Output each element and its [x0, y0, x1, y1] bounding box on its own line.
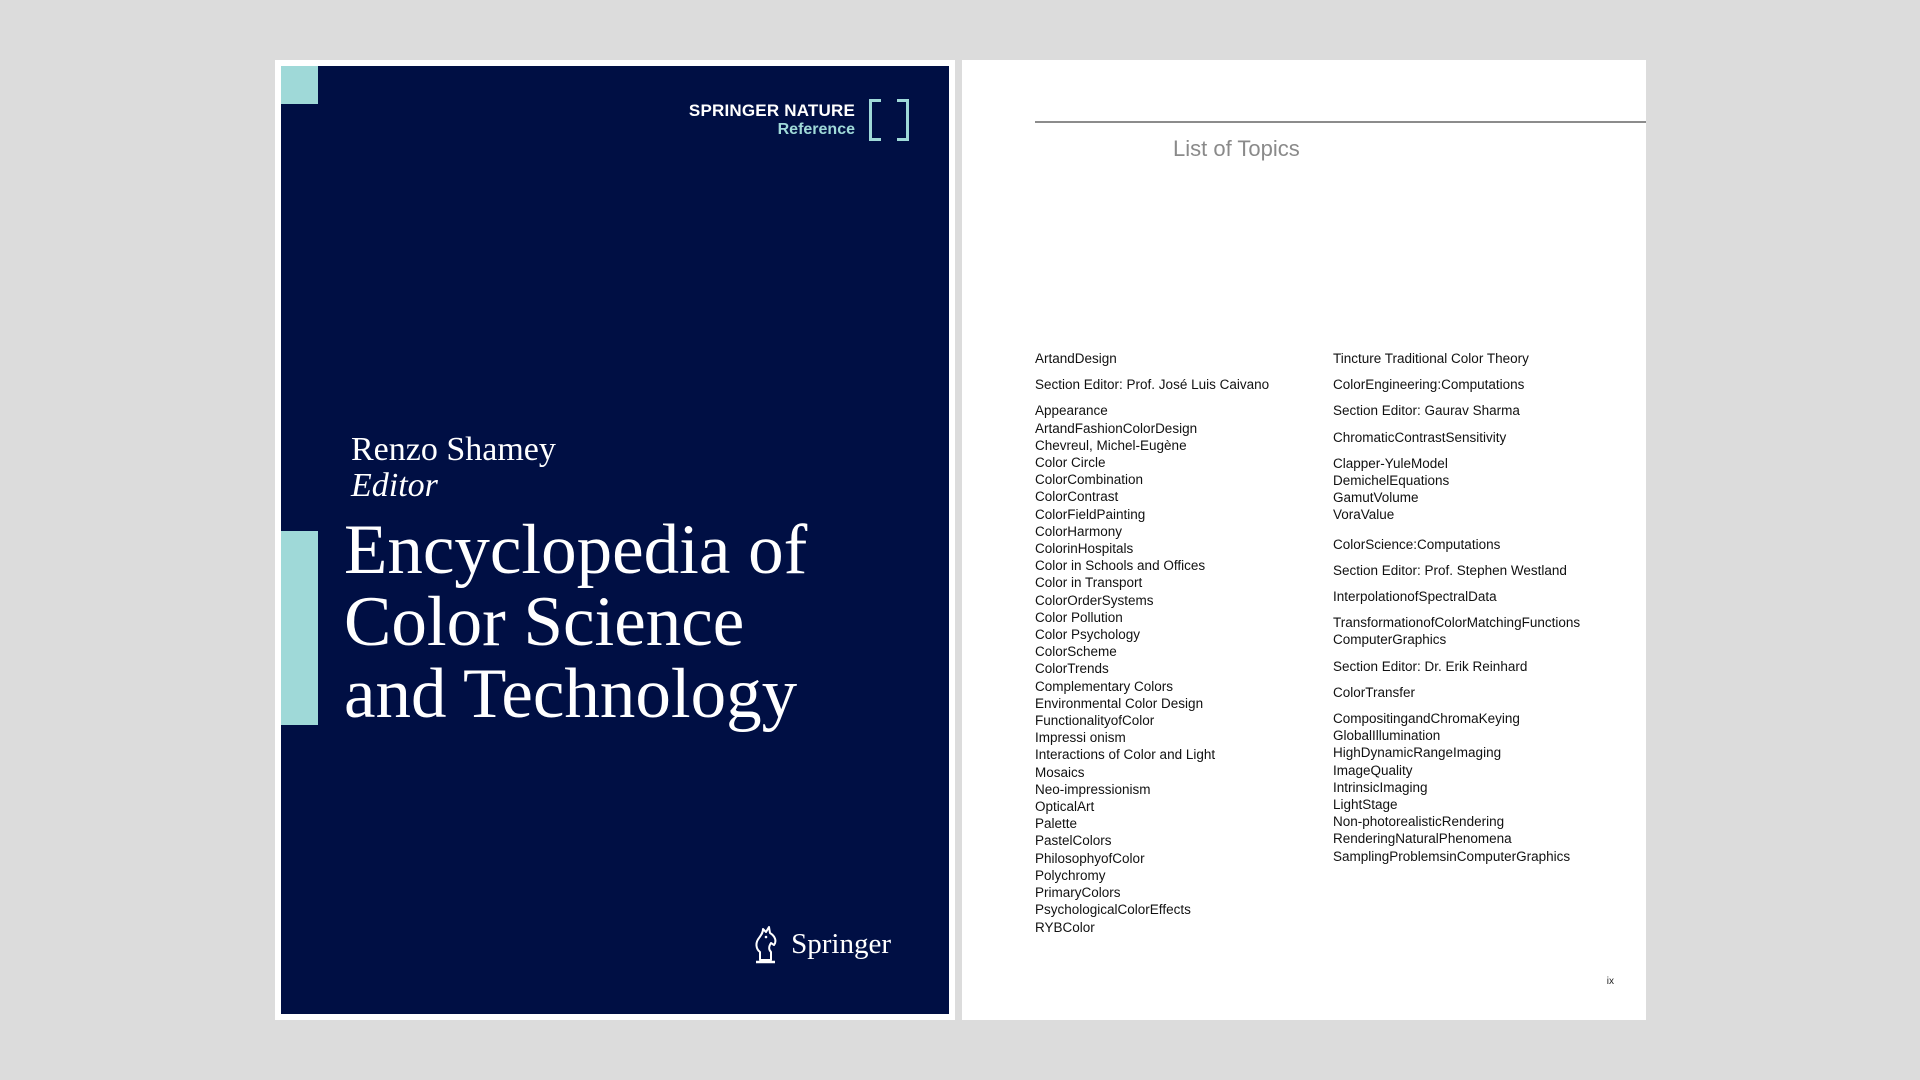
topic-item: Complementary Colors — [1035, 678, 1174, 694]
topic-list — [1333, 455, 1633, 524]
page-number: ix — [1606, 976, 1614, 987]
topic-item: InterpolationofSpectralData — [1333, 589, 1497, 605]
topic-item: Interactions of Color and Light — [1035, 747, 1216, 763]
topic-item: Color in Transport — [1035, 575, 1143, 591]
topic-item: Tincture Traditional Color Theory — [1333, 351, 1529, 366]
topic-item: DemichelEquations — [1333, 473, 1450, 489]
book-title — [344, 511, 934, 733]
topic-item: Color Circle — [1035, 455, 1106, 471]
topic-item: OpticalArt — [1035, 799, 1095, 815]
section-title: ComputerGraphics — [1333, 632, 1447, 648]
springer-nature-logo — [689, 99, 909, 141]
editor-role: Editor — [351, 467, 438, 504]
topic-item: ColorScheme — [1035, 644, 1117, 660]
topic-item: Color Pollution — [1035, 609, 1123, 625]
topic-item: RYBColor — [1035, 919, 1095, 935]
topic-item: HighDynamicRangeImaging — [1333, 745, 1502, 761]
topic-item: CompositingandChromaKeying — [1333, 711, 1520, 727]
page-heading: List of Topics — [1173, 136, 1300, 161]
cover-accent-top — [281, 66, 318, 104]
topic-item: Palette — [1035, 816, 1078, 832]
topic-item: ColorOrderSystems — [1035, 592, 1154, 608]
book-title-line: Encyclopedia of — [344, 511, 808, 589]
section-title: ColorScience:Computations — [1333, 536, 1501, 552]
topic-item: ImageQuality — [1333, 762, 1413, 778]
topic-item: ColorFieldPainting — [1035, 506, 1146, 522]
cover-accent-side — [281, 531, 318, 725]
topic-item: Chevreul, Michel-Eugène — [1035, 437, 1187, 453]
topic-item: TransformationofColorMatchingFunctions — [1333, 615, 1581, 631]
topic-item: ColorTrends — [1035, 661, 1109, 677]
topics-column-right — [1333, 350, 1633, 865]
section-title: ColorEngineering:Computations — [1333, 377, 1525, 393]
topic-item: IntrinsicImaging — [1333, 779, 1428, 795]
topic-item: ColorHarmony — [1035, 523, 1123, 539]
topic-item: Non-photorealisticRendering — [1333, 814, 1505, 830]
topic-item: Mosaics — [1035, 764, 1085, 780]
topics-column-left — [1035, 350, 1315, 936]
topic-item: RenderingNaturalPhenomena — [1333, 831, 1512, 847]
topic-item: Neo-impressionism — [1035, 781, 1151, 797]
topic-item: PrimaryColors — [1035, 885, 1121, 901]
topic-item: SamplingProblemsinComputerGraphics — [1333, 848, 1571, 864]
section-editor: Section Editor: Prof. José Luis Caivano — [1035, 377, 1270, 393]
topic-item: ColorTransfer — [1333, 684, 1416, 700]
topic-item: Appearance — [1035, 403, 1108, 419]
topic-item: PastelColors — [1035, 833, 1112, 849]
book-cover — [281, 66, 949, 1014]
list-of-topics-page — [962, 60, 1646, 1020]
topic-item: ChromaticContrastSensitivity — [1333, 429, 1507, 445]
topic-item: ColorCombination — [1035, 472, 1144, 488]
topic-item: GamutVolume — [1333, 490, 1419, 506]
springer-nature-bracket-icon — [869, 99, 909, 141]
topic-item: VoraValue — [1333, 507, 1395, 523]
topic-item: ArtandFashionColorDesign — [1035, 420, 1198, 436]
springer-imprint-logo — [751, 924, 891, 964]
section-title: ArtandDesign — [1035, 351, 1117, 366]
topic-item: LightStage — [1333, 797, 1398, 813]
topic-item: ColorContrast — [1035, 489, 1119, 505]
section-editor: Section Editor: Dr. Erik Reinhard — [1333, 658, 1528, 674]
topic-item: Environmental Color Design — [1035, 695, 1204, 711]
imprint-name: Springer — [791, 927, 891, 960]
topic-item: Clapper-YuleModel — [1333, 455, 1448, 471]
springer-horse-icon — [751, 924, 783, 964]
topic-item: ColorinHospitals — [1035, 541, 1134, 557]
topic-item: FunctionalityofColor — [1035, 713, 1155, 729]
topic-item: Color in Schools and Offices — [1035, 558, 1206, 574]
header-rule — [1035, 121, 1646, 123]
topic-item: Color Psychology — [1035, 627, 1141, 643]
editor-name: Renzo Shamey — [351, 431, 556, 468]
book-title-line: Color Science — [344, 583, 745, 661]
topic-item: GlobalIllumination — [1333, 728, 1441, 744]
topic-list — [1035, 402, 1315, 935]
topic-item: PhilosophyofColor — [1035, 850, 1145, 866]
book-title-line: and Technology — [344, 655, 798, 733]
publisher-series: Reference — [777, 120, 855, 138]
topic-item: Impressi onism — [1035, 730, 1126, 746]
section-editor: Section Editor: Prof. Stephen Westland — [1333, 562, 1567, 578]
topic-list — [1333, 614, 1633, 631]
topic-item: PsychologicalColorEffects — [1035, 902, 1191, 918]
publisher-name: SPRINGER NATURE — [688, 101, 855, 121]
section-editor: Section Editor: Gaurav Sharma — [1333, 403, 1520, 419]
topic-list — [1333, 710, 1633, 865]
topic-item: Polychromy — [1035, 867, 1106, 883]
